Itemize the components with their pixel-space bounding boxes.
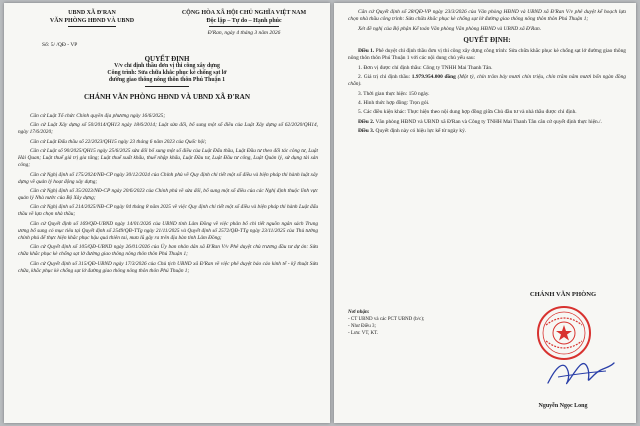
agency-parent: UBND XÃ Đ'RAN [68,10,116,16]
handwritten-signature-icon [544,349,618,395]
decides-heading: QUYẾT ĐỊNH: [463,35,511,44]
recipient-item: - Như Điều 3; [348,324,376,329]
legal-basis-paragraph: Căn cứ Luật Xây dựng số 50/2014/QH13 ngày 18/6/2014; Luật sửa đổi, bổ sung một số điều của Luật Xây dựng số 62/2020/QH14, ngày 17/6/2020; [18,122,318,136]
article-3 [348,128,626,135]
item-contractor-prefix: 1. Đơn vị được chỉ định thầu: [358,64,422,71]
decision-subject-line-1: V/v chỉ định thầu đơn vị thi công xây dựng [114,63,220,69]
decision-body [348,9,626,138]
decision-title: QUYẾT ĐỊNH [144,55,190,63]
legal-basis-paragraph: Căn cứ Luật Tổ chức Chính quyền địa phương ngày 16/6/2025; [30,113,166,119]
article-3-text: Quyết định này có hiệu lực kể từ ngày ký. [375,128,467,135]
decision-subject-line-2: Công trình: Sửa chữa khắc phục kè chống sạt lở [107,70,227,76]
issuer-heading: CHÁNH VĂN PHÒNG HĐND VÀ UBND XÃ Đ'RAN [83,93,251,101]
document-page-2 [334,3,636,423]
preamble-paragraph: Xét đề nghị của Bộ phận Kế toán Văn phòng Văn phòng HĐND và UBND xã Đ'Ran. [358,25,542,32]
document-number: Số: 5/ /QĐ - VP [42,42,78,48]
document-header [4,9,330,53]
national-motto: Độc lập – Tự do – Hạnh phúc [206,18,282,24]
item-contract-type: 4. Hình thức hợp đồng: Trọn gói. [358,99,430,106]
article-2-text: Văn phòng HĐND và UBND xã Đ'Ran và Công ty TNHH Mai Thanh Tân căn cứ quyết định thực hiện./. [375,118,602,125]
article-3-label: Điều 3. [358,128,375,135]
document-footer [348,291,626,421]
article-1-text: Phê duyệt chỉ định thầu đơn vị thi công xây dựng công trình: Sửa chữa khắc phục kè chống sạt lở đường giao thông nông thôn thôn Phú Thuận 1 với các nội dung chủ yếu sau: [348,48,626,62]
recipient-item: - CT UBND và các PCT UBND (b/c); [348,317,425,322]
legal-basis-paragraph: Căn cứ Quyết định số 105/QĐ-UBND ngày 26/01/2026 của Ủy ban nhân dân xã Đ'Ran V/v Phê duyệt chủ trương đầu tư dự án: Sửa chữa khắc phục kè chống sạt lở đường giao thông nông thôn thôn Phú Thuận 1; [18,244,318,258]
recipients-block [348,309,488,337]
preamble-paragraph: Căn cứ Quyết định số 28/QĐ-VP ngày 23/3/2026 của Văn phòng HĐND và UBND xã Đ'Ran V/v phê duyệt kế hoạch lựa chọn nhà thầu công trình: Sửa chữa khắc phục kè chống sạt lở đường giao thông nông thôn thôn Phú Thuận 1; [348,9,626,23]
item-value-in-words: (Một tỷ, chín trăm bảy mươi chín triệu, chín trăm năm mươi bốn ngàn đồng chẵn). [348,73,626,88]
legal-basis-paragraph: Căn cứ Luật số 90/2025/QH15 ngày 25/6/2025 sửa đổi bổ sung một số điều của Luật Đấu thầu, Luật Đầu tư theo đối tác công tư, Luật Hải Quan; Luật thuế giá trị gia tăng; Luật thuế xuất khẩu, thuế nhập khẩu, Luật Đầu tư, Luật Đầu tư công, Luật Quản lý, sử dụng tài sản công; [18,148,318,169]
title-underline [145,86,189,87]
country-name: CỘNG HÒA XÃ HỘI CHỦ NGHĨA VIỆT NAM [181,10,307,16]
item-contractor [348,65,626,72]
agency-underline [68,26,116,27]
recipient-item: - Lưu: VT, KT. [348,331,379,336]
national-heading [164,9,324,37]
legal-basis-paragraph: Căn cứ Nghị định số 35/2023/NĐ-CP ngày 20/6/2023 của Chính phủ về sửa đổi, bổ sung một số điều của các Nghị định thuộc lĩnh vực quản lý Nhà nước của Bộ Xây dựng; [18,187,318,201]
decision-subject-line-3: đường giao thông nông thôn thôn Phú Thuận 1 [108,77,226,83]
issuing-agency [32,9,152,27]
legal-bases [18,113,318,277]
agency-name: VĂN PHÒNG HĐND VÀ UBND [49,18,135,24]
item-contractor-value: Công ty TNHH Mai Thanh Tân. [422,64,493,71]
signer-name: Nguyễn Ngọc Long [538,403,588,409]
legal-basis-paragraph: Căn cứ Nghị định số 175/2024/NĐ-CP ngày 30/12/2024 của Chính phủ về Quy định chi tiết một số điều và biện pháp thi hành luật xây dựng về quản lý hoạt động xây dựng; [18,171,318,185]
signer-title: CHÁNH VĂN PHÒNG [529,291,597,298]
document-page-1 [4,3,330,423]
legal-basis-paragraph: Căn cứ Quyết định số 315/QĐ-UBND ngày 17/3/2026 của Chủ tịch UBND xã Đ'Ran về việc phê duyệt báo cáo kinh tế - kỹ thuật Sửa chữa, khắc phục kè chống sạt lở đường giao thông nông thôn thôn Phú Thuận 1; [18,260,318,274]
motto-underline [209,26,279,27]
legal-basis-paragraph: Căn cứ Nghị định số 214/2025/NĐ-CP ngày 04 tháng 8 năm 2025 về việc Quy định chi tiết một số điều và biện pháp thi hành Luật đấu thầu về lựa chọn nhà thầu; [18,204,318,218]
article-2-label: Điều 2. [358,118,375,125]
item-value-amount: 1.979.954.000 đồng [411,73,456,80]
item-value-prefix: 2. Giá trị chỉ định thầu: [358,73,411,80]
document-date: Đ'Ran, ngày 4 tháng 3 năm 2026 [207,30,281,36]
signature-block [498,291,628,409]
decision-title-block [24,55,310,102]
legal-basis-paragraph: Căn cứ Quyết định số 169/QĐ-UBND ngày 14/01/2026 của UBND tỉnh Lâm Đồng về việc phân bổ chi tiết nguồn ngân sách Trung ương bổ sung có mục tiêu tại Quyết định số 2549/QĐ-TTg ngày 21/11/2025 và Quyết định số 2572/QĐ-TTg ngày 23/11/2025 của Thủ tướng chính phủ để thực hiện khắc phục hậu quả thiên tai, mưa lũ gây ra trên địa bàn tỉnh Lâm Đồng; [18,220,318,241]
item-contract-value [348,74,626,88]
article-1-label: Điều 1. [358,48,375,54]
item-other-conditions: 5. Các điều kiện khác: Thực hiện theo nội dung hợp đồng giữa Chủ đầu tư và nhà thầu được chỉ định. [358,109,577,116]
article-2 [348,119,626,126]
legal-basis-paragraph: Căn cứ Luật Đấu thầu số 22/2023/QH15 ngày 23 tháng 6 năm 2023 của Quốc hội; [30,138,207,145]
recipients-label: Nơi nhận: [348,310,370,315]
item-duration: 3. Thời gian thực hiện: 150 ngày. [358,90,430,97]
article-1 [348,48,626,62]
